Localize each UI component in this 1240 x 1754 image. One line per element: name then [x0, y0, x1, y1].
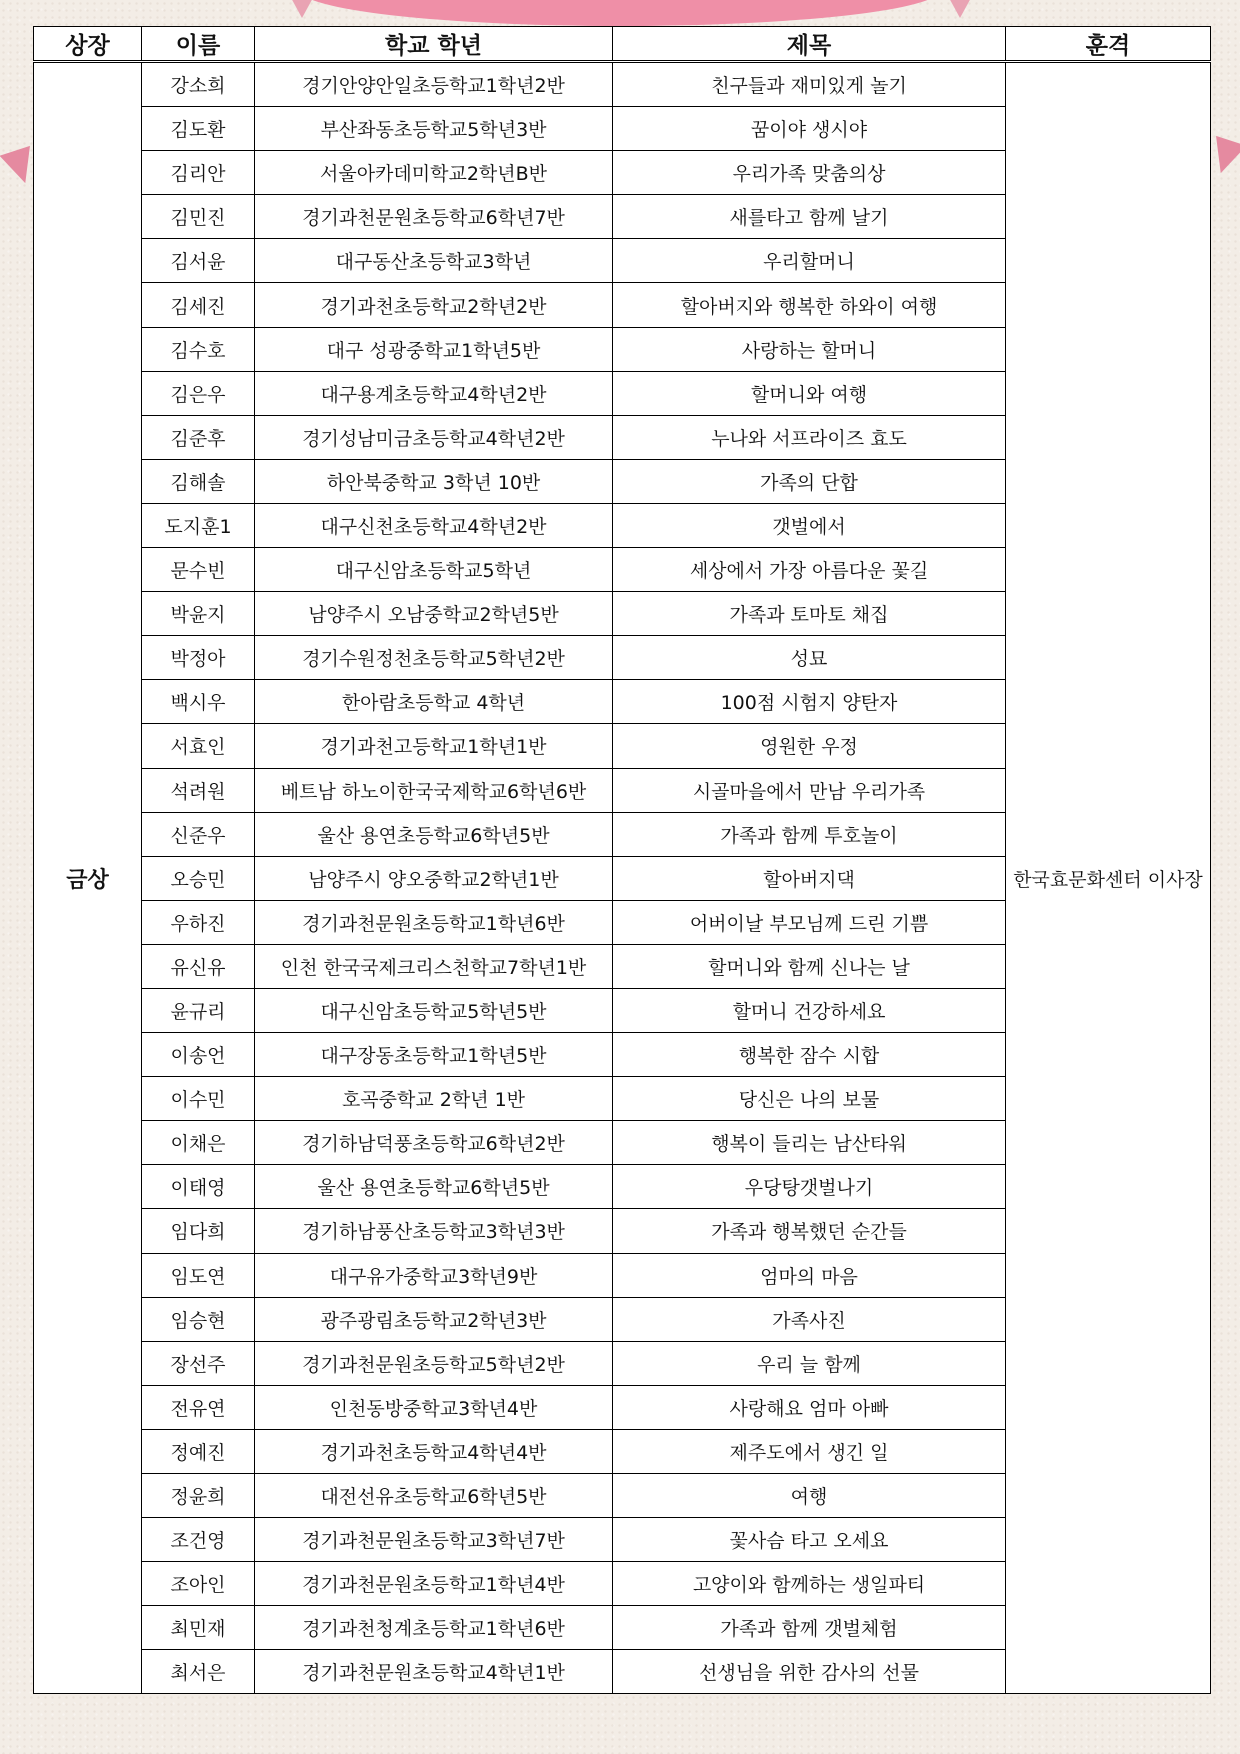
name-cell: 김세진: [142, 283, 255, 327]
school-grade-cell: 경기과천문원초등학교4학년1반: [255, 1650, 613, 1694]
title-cell: 사랑해요 엄마 아빠: [613, 1385, 1006, 1429]
header-school-grade: 학교 학년: [255, 27, 613, 62]
school-grade-cell: 하안북중학교 3학년 10반: [255, 459, 613, 503]
name-cell: 서효인: [142, 724, 255, 768]
school-grade-cell: 경기과천문원초등학교3학년7반: [255, 1518, 613, 1562]
title-cell: 할머니 건강하세요: [613, 988, 1006, 1032]
name-cell: 김해솔: [142, 459, 255, 503]
name-cell: 정예진: [142, 1429, 255, 1473]
title-cell: 꽃사슴 타고 오세요: [613, 1518, 1006, 1562]
header-ribbon-decoration: [300, 0, 940, 26]
school-grade-cell: 경기과천문원초등학교1학년6반: [255, 900, 613, 944]
school-grade-cell: 경기과천문원초등학교1학년4반: [255, 1562, 613, 1606]
name-cell: 임승현: [142, 1297, 255, 1341]
title-cell: 시골마을에서 만남 우리가족: [613, 768, 1006, 812]
title-cell: 제주도에서 생긴 일: [613, 1429, 1006, 1473]
school-grade-cell: 경기과천청계초등학교1학년6반: [255, 1606, 613, 1650]
title-cell: 세상에서 가장 아름다운 꽃길: [613, 548, 1006, 592]
name-cell: 최서은: [142, 1650, 255, 1694]
school-grade-cell: 대구신암초등학교5학년5반: [255, 988, 613, 1032]
name-cell: 김준후: [142, 415, 255, 459]
title-cell: 친구들과 재미있게 놀기: [613, 62, 1006, 107]
award-list-table: [33, 26, 1211, 1694]
title-cell: 할아버지댁: [613, 856, 1006, 900]
name-cell: 문수빈: [142, 548, 255, 592]
name-cell: 임다희: [142, 1209, 255, 1253]
header-award: 상장: [34, 27, 142, 62]
school-grade-cell: 대구용계초등학교4학년2반: [255, 371, 613, 415]
school-grade-cell: 경기과천문원초등학교6학년7반: [255, 195, 613, 239]
table-row: [34, 62, 1211, 107]
title-cell: 꿈이야 생시야: [613, 107, 1006, 151]
name-cell: 이채은: [142, 1121, 255, 1165]
award-cell: 금상: [34, 62, 142, 1694]
name-cell: 조아인: [142, 1562, 255, 1606]
title-cell: 할아버지와 행복한 하와이 여행: [613, 283, 1006, 327]
school-grade-cell: 경기성남미금초등학교4학년2반: [255, 415, 613, 459]
table-header: [34, 27, 1211, 62]
header-honor: 훈격: [1006, 27, 1211, 62]
name-cell: 백시우: [142, 680, 255, 724]
school-grade-cell: 경기안양안일초등학교1학년2반: [255, 62, 613, 107]
name-cell: 유신유: [142, 944, 255, 988]
name-cell: 최민재: [142, 1606, 255, 1650]
header-title: 제목: [613, 27, 1006, 62]
school-grade-cell: 서울아카데미학교2학년B반: [255, 151, 613, 195]
school-grade-cell: 대전선유초등학교6학년5반: [255, 1474, 613, 1518]
title-cell: 선생님을 위한 감사의 선물: [613, 1650, 1006, 1694]
title-cell: 우당탕갯벌나기: [613, 1165, 1006, 1209]
school-grade-cell: 대구장동초등학교1학년5반: [255, 1033, 613, 1077]
name-cell: 김은우: [142, 371, 255, 415]
title-cell: 가족과 행복했던 순간들: [613, 1209, 1006, 1253]
pennant-flag-decoration: [948, 0, 972, 18]
title-cell: 당신은 나의 보물: [613, 1077, 1006, 1121]
title-cell: 가족사진: [613, 1297, 1006, 1341]
school-grade-cell: 대구동산초등학교3학년: [255, 239, 613, 283]
name-cell: 전유연: [142, 1385, 255, 1429]
title-cell: 새를타고 함께 날기: [613, 195, 1006, 239]
school-grade-cell: 경기하남덕풍초등학교6학년2반: [255, 1121, 613, 1165]
name-cell: 김리안: [142, 151, 255, 195]
title-cell: 100점 시험지 양탄자: [613, 680, 1006, 724]
title-cell: 갯벌에서: [613, 503, 1006, 547]
title-cell: 사랑하는 할머니: [613, 327, 1006, 371]
title-cell: 어버이날 부모님께 드린 기쁨: [613, 900, 1006, 944]
title-cell: 행복이 들리는 남산타워: [613, 1121, 1006, 1165]
title-cell: 할머니와 함께 신나는 날: [613, 944, 1006, 988]
name-cell: 오승민: [142, 856, 255, 900]
title-cell: 영원한 우정: [613, 724, 1006, 768]
name-cell: 이송언: [142, 1033, 255, 1077]
title-cell: 성묘: [613, 636, 1006, 680]
school-grade-cell: 베트남 하노이한국국제학교6학년6반: [255, 768, 613, 812]
school-grade-cell: 경기하남풍산초등학교3학년3반: [255, 1209, 613, 1253]
name-cell: 이태영: [142, 1165, 255, 1209]
honor-cell: 한국효문화센터 이사장: [1006, 62, 1211, 1694]
title-cell: 가족과 함께 갯벌체험: [613, 1606, 1006, 1650]
name-cell: 도지훈1: [142, 503, 255, 547]
name-cell: 석려원: [142, 768, 255, 812]
school-grade-cell: 대구 성광중학교1학년5반: [255, 327, 613, 371]
school-grade-cell: 인천동방중학교3학년4반: [255, 1385, 613, 1429]
title-cell: 가족과 함께 투호놀이: [613, 812, 1006, 856]
school-grade-cell: 인천 한국국제크리스천학교7학년1반: [255, 944, 613, 988]
name-cell: 김민진: [142, 195, 255, 239]
name-cell: 김수호: [142, 327, 255, 371]
school-grade-cell: 경기과천초등학교4학년4반: [255, 1429, 613, 1473]
school-grade-cell: 남양주시 양오중학교2학년1반: [255, 856, 613, 900]
name-cell: 신준우: [142, 812, 255, 856]
school-grade-cell: 대구신암초등학교5학년: [255, 548, 613, 592]
title-cell: 고양이와 함께하는 생일파티: [613, 1562, 1006, 1606]
table-body: [34, 62, 1211, 1694]
name-cell: 박정아: [142, 636, 255, 680]
school-grade-cell: 호곡중학교 2학년 1반: [255, 1077, 613, 1121]
title-cell: 우리 늘 함께: [613, 1341, 1006, 1385]
school-grade-cell: 경기수원정천초등학교5학년2반: [255, 636, 613, 680]
school-grade-cell: 대구유가중학교3학년9반: [255, 1253, 613, 1297]
title-cell: 여행: [613, 1474, 1006, 1518]
school-grade-cell: 경기과천고등학교1학년1반: [255, 724, 613, 768]
title-cell: 누나와 서프라이즈 효도: [613, 415, 1006, 459]
name-cell: 정윤희: [142, 1474, 255, 1518]
title-cell: 우리할머니: [613, 239, 1006, 283]
school-grade-cell: 울산 용연초등학교6학년5반: [255, 812, 613, 856]
school-grade-cell: 남양주시 오남중학교2학년5반: [255, 592, 613, 636]
title-cell: 가족의 단합: [613, 459, 1006, 503]
school-grade-cell: 광주광림초등학교2학년3반: [255, 1297, 613, 1341]
school-grade-cell: 한아람초등학교 4학년: [255, 680, 613, 724]
title-cell: 우리가족 맞춤의상: [613, 151, 1006, 195]
school-grade-cell: 경기과천초등학교2학년2반: [255, 283, 613, 327]
school-grade-cell: 대구신천초등학교4학년2반: [255, 503, 613, 547]
name-cell: 박윤지: [142, 592, 255, 636]
header-name: 이름: [142, 27, 255, 62]
name-cell: 우하진: [142, 900, 255, 944]
school-grade-cell: 울산 용연초등학교6학년5반: [255, 1165, 613, 1209]
title-cell: 할머니와 여행: [613, 371, 1006, 415]
title-cell: 가족과 토마토 채집: [613, 592, 1006, 636]
name-cell: 이수민: [142, 1077, 255, 1121]
school-grade-cell: 경기과천문원초등학교5학년2반: [255, 1341, 613, 1385]
name-cell: 강소희: [142, 62, 255, 107]
title-cell: 엄마의 마음: [613, 1253, 1006, 1297]
name-cell: 조건영: [142, 1518, 255, 1562]
name-cell: 김도환: [142, 107, 255, 151]
header-row: [34, 27, 1211, 62]
name-cell: 윤규리: [142, 988, 255, 1032]
pennant-flag-decoration: [290, 0, 314, 18]
school-grade-cell: 부산좌동초등학교5학년3반: [255, 107, 613, 151]
name-cell: 김서윤: [142, 239, 255, 283]
name-cell: 장선주: [142, 1341, 255, 1385]
name-cell: 임도연: [142, 1253, 255, 1297]
title-cell: 행복한 잠수 시합: [613, 1033, 1006, 1077]
